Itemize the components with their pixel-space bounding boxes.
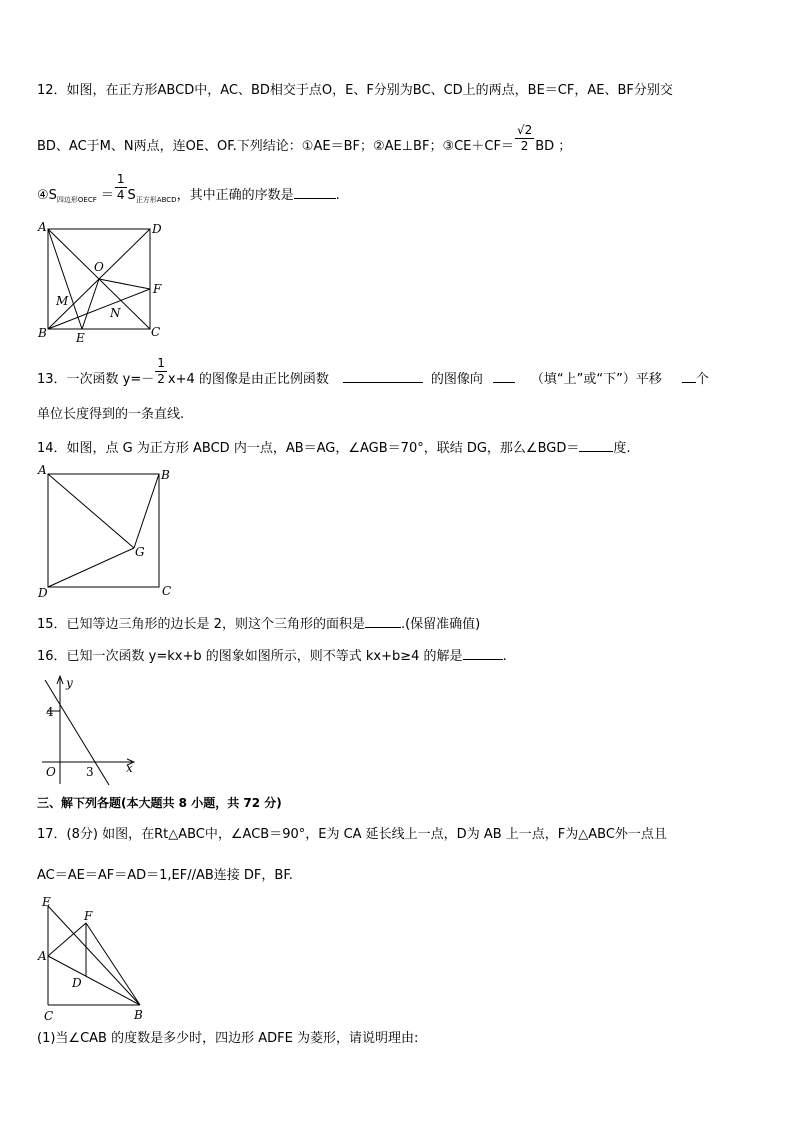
q15-text-b: .(保留准确值) bbox=[400, 617, 481, 632]
q12-s-label-2: S bbox=[127, 188, 136, 203]
q12-line2-text: BD、AC于M、N两点，连OE、OF.下列结论：①AE＝BF；②AE⊥BF；③CE＋CF＝ bbox=[37, 139, 514, 154]
label-c: C bbox=[44, 1009, 54, 1023]
label-c: C bbox=[162, 584, 172, 598]
label-3: 3 bbox=[86, 765, 94, 779]
answer-blank-units[interactable] bbox=[682, 368, 696, 383]
q14-text-a: 14．如图，点 G 为正方形 ABCD 内一点，AB＝AG，∠AGB＝70°，联结 DG，那么∠BGD＝ bbox=[37, 441, 580, 456]
q12-sub-square: 正方形ABCD bbox=[135, 196, 177, 204]
label-b: B bbox=[161, 468, 170, 482]
q12-s-label: ④S bbox=[37, 188, 57, 203]
q16-line bbox=[37, 645, 507, 666]
q12-eq: ＝ bbox=[96, 188, 114, 203]
q12-sqrt2-over-2 bbox=[515, 123, 534, 154]
answer-blank-direction[interactable] bbox=[493, 368, 515, 383]
label-c: C bbox=[151, 325, 161, 339]
q13-line1 bbox=[37, 356, 709, 392]
q12-line3 bbox=[37, 172, 340, 208]
label-m: M bbox=[56, 294, 69, 308]
q12-one-quarter bbox=[115, 172, 127, 203]
answer-blank[interactable] bbox=[463, 645, 503, 660]
q12-line1: 12．如图，在正方形ABCD中，AC、BD相交于点O，E、F分别为BC、CD上的两点，BE＝CF，AE、BF分别交 bbox=[37, 83, 673, 98]
answer-blank[interactable] bbox=[365, 613, 401, 628]
q13-line2: 单位长度得到的一条直线. bbox=[37, 407, 185, 422]
label-origin: O bbox=[46, 765, 56, 779]
q17-line1: 17．(8分) 如图，在Rt△ABC中，∠ACB＝90°，E为 CA 延长线上一点，D为 AB 上一点，F为△ABC外一点且 bbox=[37, 827, 667, 842]
label-d: D bbox=[152, 222, 162, 236]
q17-part1: (1)当∠CAB 的度数是多少时，四边形 ADFE 为菱形，请说明理由: bbox=[37, 1031, 419, 1046]
q12-line2 bbox=[37, 123, 571, 159]
q14-text-b: 度. bbox=[613, 441, 631, 456]
q13-text-e: 个 bbox=[695, 372, 709, 387]
label-x: x bbox=[126, 761, 133, 775]
label-e: E bbox=[76, 331, 85, 345]
q15-line bbox=[37, 613, 480, 634]
q17-line2: AC＝AE＝AF＝AD＝1,EF//AB连接 DF，BF. bbox=[37, 868, 293, 883]
segment-of bbox=[99, 279, 150, 289]
segment-ag bbox=[48, 474, 134, 548]
frac-numerator: 1 bbox=[157, 356, 165, 370]
figure-q16-graph bbox=[36, 672, 146, 790]
frac-denominator: 2 bbox=[157, 372, 165, 386]
label-a: A bbox=[38, 220, 47, 234]
answer-blank[interactable] bbox=[579, 437, 613, 452]
q16-text-a: 16．已知一次函数 y=kx+b 的图象如图所示，则不等式 kx+b≥4 的解是 bbox=[37, 649, 463, 664]
frac-denominator: 2 bbox=[520, 139, 529, 153]
label-a: A bbox=[38, 949, 47, 963]
square-abcd bbox=[48, 474, 159, 587]
segment-bg bbox=[134, 474, 159, 548]
q15-text-a: 15．已知等边三角形的边长是 2，则这个三角形的面积是 bbox=[37, 617, 365, 632]
segment-af bbox=[48, 923, 86, 956]
segment-ae bbox=[48, 229, 82, 329]
answer-blank[interactable] bbox=[294, 184, 336, 199]
frac-denominator: 4 bbox=[116, 188, 125, 202]
figure-q12-square bbox=[36, 220, 166, 345]
segment-dg bbox=[48, 548, 134, 587]
label-4: 4 bbox=[46, 705, 54, 719]
q16-text-b: . bbox=[502, 649, 507, 664]
q14-line bbox=[37, 437, 631, 458]
segment-ab bbox=[48, 956, 140, 1005]
label-f: F bbox=[153, 282, 162, 296]
label-g: G bbox=[135, 545, 145, 559]
frac-numerator: √2 bbox=[516, 123, 533, 137]
label-a: A bbox=[38, 463, 47, 477]
q13-text-b: x+4 的图像是由正比例函数 bbox=[167, 372, 329, 387]
label-e: E bbox=[42, 895, 51, 909]
q12-line2-tail: BD ； bbox=[535, 139, 572, 154]
figure-q17-triangle bbox=[36, 892, 156, 1022]
q13-half bbox=[155, 356, 167, 387]
label-y: y bbox=[66, 676, 73, 690]
label-d: D bbox=[72, 976, 82, 990]
q12-line3-text: ，其中正确的序数是 bbox=[176, 188, 294, 203]
q13-text-a: 13．一次函数 y=－ bbox=[37, 372, 155, 387]
label-n: N bbox=[110, 306, 121, 320]
segment-oe bbox=[82, 279, 99, 329]
q12-line3-end: . bbox=[335, 188, 340, 203]
section-heading: 三、解下列各题(本大题共 8 小题，共 72 分) bbox=[37, 796, 282, 810]
frac-numerator: 1 bbox=[116, 172, 125, 186]
q12-sub-quad: 四边形OECF bbox=[56, 196, 97, 204]
segment-bf bbox=[86, 923, 140, 1005]
label-b: B bbox=[38, 326, 47, 340]
q13-text-c: 的图像向 bbox=[430, 372, 483, 387]
label-o: O bbox=[94, 260, 104, 274]
label-b: B bbox=[134, 1008, 143, 1022]
label-d: D bbox=[38, 586, 48, 600]
label-f: F bbox=[84, 909, 93, 923]
answer-blank-function[interactable] bbox=[343, 368, 423, 383]
q13-text-d: （填“上”或“下”）平移 bbox=[530, 372, 662, 387]
segment-ef bbox=[48, 906, 140, 1005]
figure-q14-square bbox=[36, 462, 176, 600]
